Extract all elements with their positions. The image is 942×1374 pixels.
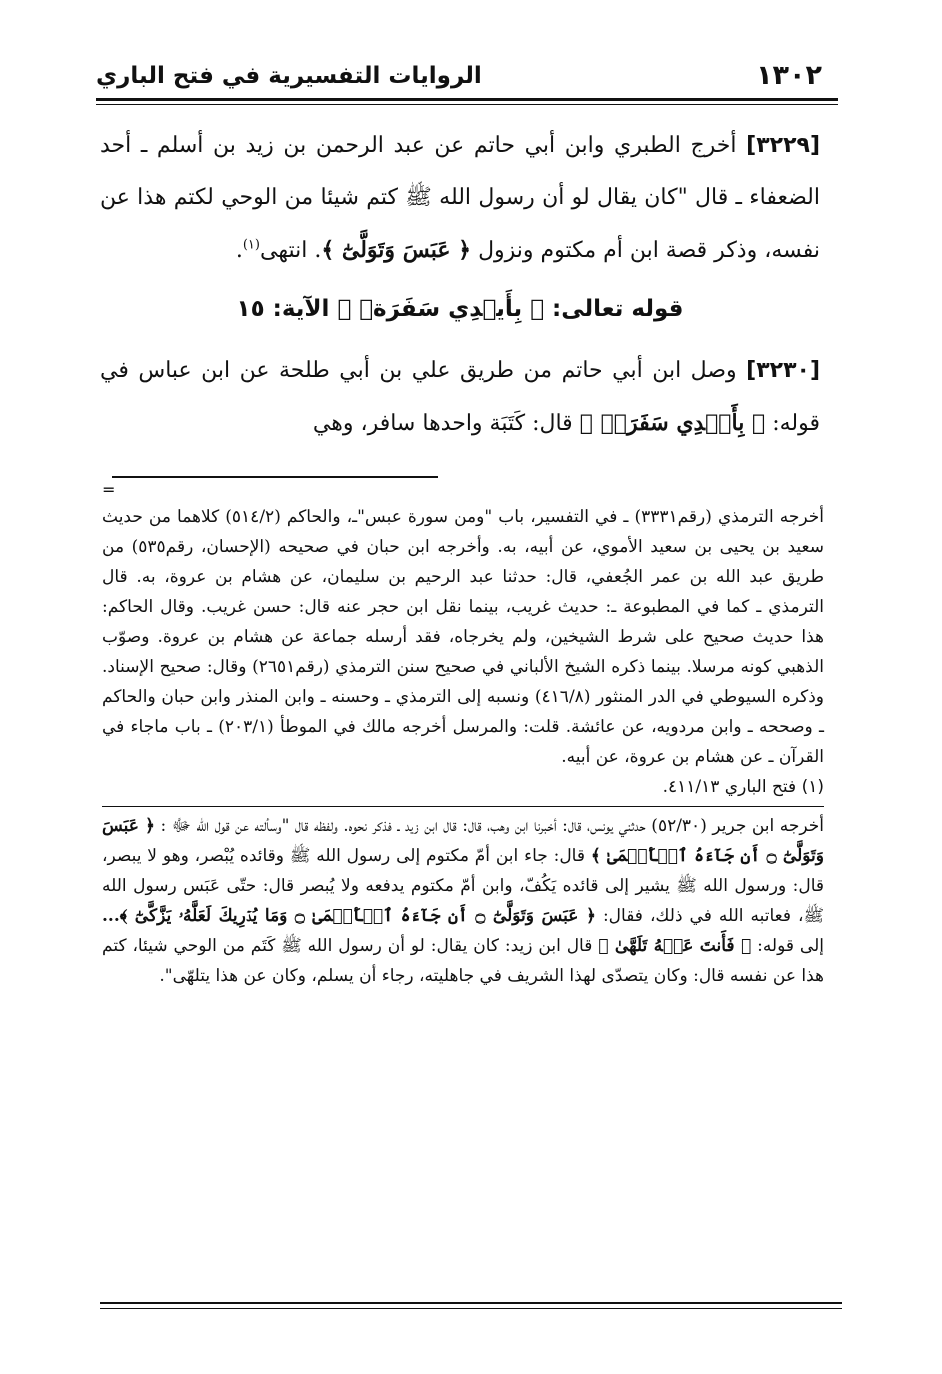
bottom-rule xyxy=(100,1302,842,1304)
section-heading xyxy=(100,283,820,335)
heading-suffix: الآية: ١٥ xyxy=(236,296,330,322)
entry-number: [٣٢٢٩] xyxy=(746,133,820,158)
quran-verse: ﴿ عَبَسَ وَتَوَلَّىٰٓ ۝ أَن جَآءَهُ ٱلۡأَعۡمَىٰ ۝ وَمَا يُدۡرِيكَ لَعَلَّهُۥ يَزَّكَّىٰٓ ﴾... xyxy=(102,906,596,926)
footnotes xyxy=(102,502,824,991)
page-number: ١٣٠٢ xyxy=(756,60,822,91)
heading-prefix: قوله تعالى: xyxy=(552,296,684,322)
entry-text: أخرج الطبري وابن أبي حاتم عن عبد الرحمن بن زيد بن أسلم ـ أحد الضعفاء ـ قال "كان يقال لو أن رسول الله ﷺ كتم شيئا من الوحي لكتم هذا عن نفسه، وذكر قصة ابن أم مكتوم ونزول xyxy=(100,133,820,263)
quran-verse: ﴿ عَبَسَ وَتَوَلَّىٰٓ ۝ أَن جَآءَهُ ٱلۡأَعۡمَىٰ ﴾ xyxy=(102,816,824,866)
footnote-extra-text: إلى قوله: xyxy=(757,936,825,956)
footnote-text: فتح الباري ٤١١/١٣. xyxy=(662,777,797,797)
running-title: الروايات التفسيرية في فتح الباري xyxy=(96,63,482,89)
entry-ending: . انتهى xyxy=(259,238,322,263)
footnote-continuation: أخرجه الترمذي (رقم٣٣٣١) ـ في التفسير، باب "ومن سورة عبس"ـ، والحاكم (٥١٤/٢) كلاهما من حديث سعيد بن يحيى بن سعيد الأموي، عن أبيه، به. وأخرجه ابن حبان في صحيحه (الإحسان، رقم٥٣٥) من طريق عبد الله بن عمر الجُعفي، قال: حدثنا عبد الرحيم بن سليمان، عن هشام بن عروة، به. قال الترمذي ـ كما في المطبوعة ـ: حديث غريب، بينما نقل ابن حجر عنه قال: حسن غريب. وقال الحاكم: هذا حديث صحيح على شرط الشيخين، ولم يخرجاه، فقد أرسله جماعة عن هشام بن عروة. وصوّب الذهبي كونه مرسلا. بينما ذكره الشيخ الألباني في صحيح سنن الترمذي (رقم٢٦٥١) وقال: صحيح الإسناد. وذكره السيوطي في الدر المنثور (٤١٦/٨) ونسبه إلى الترمذي ـ وحسنه ـ وابن المنذر وابن حبان والحاكم ـ وصححه ـ وابن مردويه، عن عائشة. قلت: والمرسل أخرجه مالك في الموطأ (٢٠٣/١) ـ باب ماجاء في القرآن ـ عن هشام بن عروة، عن أبيه. xyxy=(102,507,824,767)
footnote-continuation-marker: = xyxy=(102,480,116,499)
heading-verse: ﴿ بِأَيۡدِي سَفَرَةٖ ﴾ xyxy=(337,296,544,322)
footnote-extra-text: قال ابن زيد: كان يقال: لو أن رسول الله ﷺ كَتَم من الوحي شيئا، كتم هذا عن نفسه قال: وكان يتصدّى لهذا الشريف في جاهليته، رجاء أن يسلم، وكان عن هذا يتلهّى". xyxy=(102,936,824,986)
footnote-1 xyxy=(102,772,824,802)
entry-text: وصل ابن أبي حاتم من طريق علي بن أبي طلحة عن ابن عباس في قوله: xyxy=(100,358,820,436)
footnote-extra-text: أخرجه ابن جرير (٥٢/٣٠) حدثني يونس، قال: أخبرنا ابن وهب، قال: قال ابن زيد ـ فذكر نحوه. ولفظه قال "وسألته عن قول الله ﷻ : xyxy=(160,816,825,836)
main-text xyxy=(100,120,820,450)
entry-3229 xyxy=(100,120,820,277)
footnote-divider xyxy=(102,806,824,807)
footnote-ref: (١) xyxy=(242,237,260,253)
entry-final: . xyxy=(235,238,243,263)
footnote-extra-text: قال: جاء ابن أمّ مكتوم إلى رسول الله ﷺ وقائده يُبْصر، وهو لا يبصر، قال: ورسول الله ﷺ يشير إلى قائده يَكُفّ، وابن أمّ مكتوم يدفعه ولا يُبصر قال: حتّى عَبَس رسول الله ﷺ، فعاتبه الله في ذلك، فقال: xyxy=(102,846,824,926)
entry-3230 xyxy=(100,345,820,450)
footnote-label: (١) xyxy=(801,777,824,797)
quran-verse: ﴿ بِأَيۡدِي سَفَرَةٖ ﴾ xyxy=(579,410,766,436)
header-rule xyxy=(96,98,838,101)
header-rule-thin xyxy=(96,104,838,105)
quran-verse: ﴿ فَأَنتَ عَنۡهُ تَلَهَّىٰ ﴾ xyxy=(598,936,752,956)
page-header xyxy=(96,52,822,96)
footnote-separator xyxy=(112,476,438,478)
entry-number: [٣٢٣٠] xyxy=(746,358,820,383)
quran-verse: ﴿ عَبَسَ وَتَوَلَّىٰٓ ﴾ xyxy=(321,237,472,263)
footnote-extra xyxy=(102,811,824,991)
entry-ending: قال: كَتَبَة واحدها سافر، وهي xyxy=(312,411,573,436)
bottom-rule-thin xyxy=(100,1308,842,1309)
